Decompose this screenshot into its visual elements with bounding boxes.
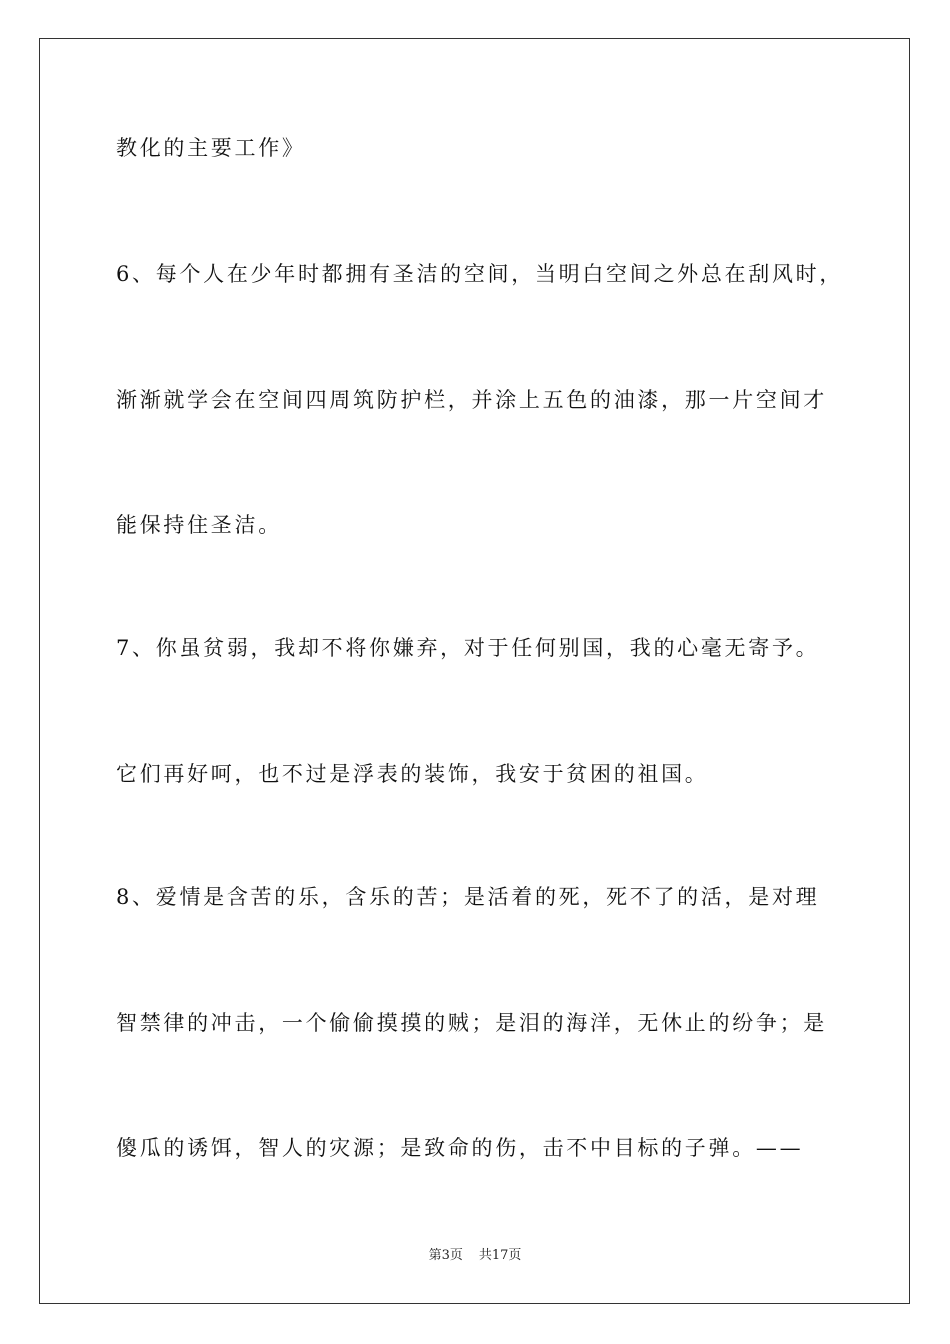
text-line-3: 渐渐就学会在空间四周筑防护栏，并涂上五色的油漆，那一片空间才 (116, 388, 827, 412)
page-number: 第3页 (428, 1248, 463, 1263)
text-line-8: 智禁律的冲击，一个偷偷摸摸的贼；是泪的海洋，无休止的纷争；是 (116, 1011, 827, 1035)
text-line-1: 教化的主要工作》 (116, 136, 306, 160)
text-line-6: 它们再好呵，也不过是浮表的装饰，我安于贫困的祖国。 (116, 762, 709, 786)
text-line-7: 8、爱情是含苦的乐，含乐的苦；是活着的死，死不了的活，是对理 (116, 885, 820, 909)
text-line-9: 傻瓜的诱饵，智人的灾源；是致命的伤，击不中目标的子弹。—— (116, 1136, 804, 1160)
page-footer (0, 1247, 950, 1265)
text-line-4: 能保持住圣洁。 (116, 513, 282, 537)
text-line-2: 6、每个人在少年时都拥有圣洁的空间，当明白空间之外总在刮风时， (116, 262, 844, 286)
page-border (39, 38, 910, 1304)
text-line-5: 7、你虽贫弱，我却不将你嫌弃，对于任何别国，我的心毫无寄予。 (116, 636, 820, 660)
page-total: 共17页 (478, 1248, 522, 1263)
